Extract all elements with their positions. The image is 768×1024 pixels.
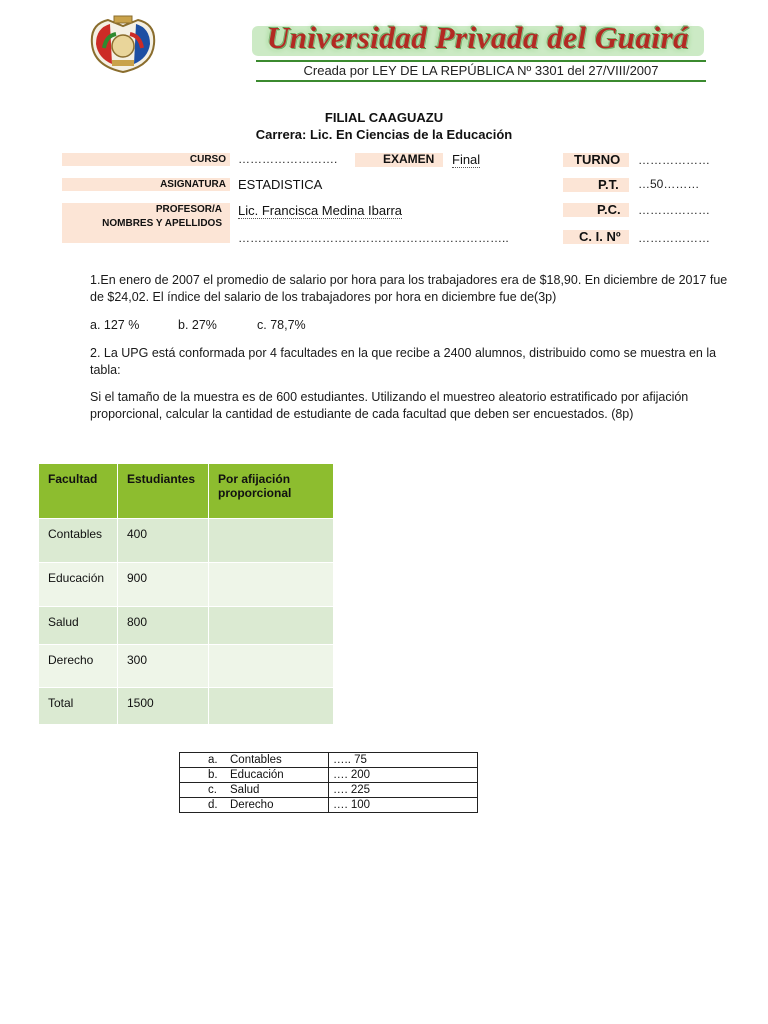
- header-facultad: Facultad: [39, 464, 118, 519]
- answer-label: b. Educación: [180, 768, 329, 783]
- table-cell: Contables: [39, 519, 118, 563]
- question-2: 2. La UPG está conformada por 4 facultades en la que recibe a 2400 alumnos, distribuido como se muestra en la tabla:: [90, 346, 717, 377]
- university-crest-icon: [86, 14, 160, 76]
- question-1-options: [90, 317, 730, 334]
- answer-label: c. Salud: [180, 783, 329, 798]
- profesor-label: PROFESOR/A: [155, 204, 222, 215]
- curso-label: CURSO: [62, 153, 230, 166]
- answer-value: …. 100: [329, 798, 478, 813]
- pc-label: P.C.: [597, 202, 621, 217]
- option-a[interactable]: a. 127 %: [90, 318, 140, 332]
- table-cell: 800: [118, 607, 209, 645]
- examen-label: EXAMEN: [383, 152, 435, 166]
- turno-label: TURNO: [574, 152, 621, 167]
- answer-table: [179, 752, 478, 813]
- table-cell: Educación: [39, 563, 118, 607]
- examen-field[interactable]: Final: [452, 152, 481, 167]
- answer-row: [180, 783, 478, 798]
- pt-field[interactable]: …50………: [638, 177, 700, 191]
- asignatura-label: ASIGNATURA: [62, 178, 230, 191]
- table-header-row: [39, 464, 334, 519]
- nombres-field[interactable]: …………………………………………………………..: [238, 231, 509, 245]
- header-estudiantes: Estudiantes: [118, 464, 209, 519]
- table-cell: Total: [39, 688, 118, 725]
- pc-field[interactable]: ………………: [638, 203, 710, 217]
- table-cell-input[interactable]: [209, 645, 334, 688]
- question-1: 1.En enero de 2007 el promedio de salario por hora para los trabajadores era de $18,90. En diciembre de 2017 fue de $24,02. El índice del salario de los trabajadores por hora en diciembre fue de(3p): [90, 273, 728, 304]
- faculty-table: [38, 463, 334, 725]
- carrera-title: Carrera: Lic. En Ciencias de la Educación: [255, 127, 513, 142]
- filial-title: FILIAL CAAGUAZU: [324, 110, 444, 125]
- table-cell-input[interactable]: [209, 519, 334, 563]
- nombres-label: NOMBRES Y APELLIDOS: [102, 218, 222, 229]
- table-row: [39, 688, 334, 725]
- table-cell-input[interactable]: [209, 563, 334, 607]
- answer-row: [180, 768, 478, 783]
- curso-field[interactable]: …………………….: [238, 152, 338, 166]
- question-2-instructions: Si el tamaño de la muestra es de 600 estudiantes. Utilizando el muestreo aleatorio estratificado por afijación proporcional, calcular la cantidad de estudiante de cada facultad que deben ser encuestados. (8p): [90, 390, 689, 421]
- table-row: [39, 645, 334, 688]
- answer-value: …. 200: [329, 768, 478, 783]
- answer-row: [180, 798, 478, 813]
- pt-label-bg: [563, 178, 629, 192]
- answer-row: [180, 753, 478, 768]
- table-cell: 1500: [118, 688, 209, 725]
- answer-value: ….. 75: [329, 753, 478, 768]
- answer-value: …. 225: [329, 783, 478, 798]
- table-row: [39, 607, 334, 645]
- university-name: Universidad Privada del Guairá: [266, 20, 690, 55]
- answer-label: a. Contables: [180, 753, 329, 768]
- table-cell: 900: [118, 563, 209, 607]
- table-row: [39, 519, 334, 563]
- option-c[interactable]: c. 78,7%: [257, 318, 306, 332]
- table-cell: 300: [118, 645, 209, 688]
- ci-field[interactable]: ………………: [638, 231, 710, 245]
- asignatura-field[interactable]: ESTADISTICA: [238, 177, 323, 192]
- university-subtitle: Creada por LEY DE LA REPÚBLICA Nº 3301 del 27/VIII/2007: [256, 60, 706, 82]
- table-cell: Derecho: [39, 645, 118, 688]
- option-b[interactable]: b. 27%: [178, 318, 217, 332]
- ci-label: C. I. Nº: [579, 229, 621, 244]
- pt-label: P.T.: [598, 177, 619, 192]
- answer-label: d. Derecho: [180, 798, 329, 813]
- turno-field[interactable]: ………………: [638, 153, 710, 167]
- table-cell-input[interactable]: [209, 688, 334, 725]
- table-row: [39, 563, 334, 607]
- table-cell: 400: [118, 519, 209, 563]
- table-cell: Salud: [39, 607, 118, 645]
- table-cell-input[interactable]: [209, 607, 334, 645]
- header-afijacion: Por afijación proporcional: [209, 464, 334, 519]
- profesor-field[interactable]: Lic. Francisca Medina Ibarra: [238, 203, 403, 218]
